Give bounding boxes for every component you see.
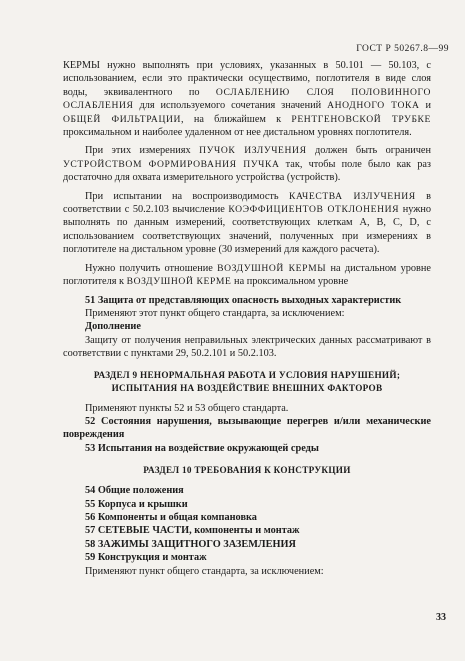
clause-55-heading: 55 Корпуса и крышки — [85, 498, 188, 510]
text-run: При этих измерениях — [85, 145, 200, 157]
text-run: проксимальном и наиболее удаленном от нее дистальном уровнях поглотителя. — [63, 127, 412, 139]
clause-53-heading: 53 Испытания на воздействие окружающей среды — [85, 442, 319, 454]
page-number: 33 — [436, 612, 446, 623]
term-deviation-coefficients: КОЭФФИЦИЕНТОВ ОТКЛОНЕНИЯ — [228, 204, 400, 216]
clause-56-heading: 56 Компоненты и общая компановка — [85, 511, 257, 523]
text-run: , на ближайшем к — [181, 113, 292, 125]
term-anode-current: АНОДНОГО ТОКА — [327, 100, 420, 112]
text-run: для используемого сочетания значений — [133, 100, 328, 112]
section-9-intro: Применяют пункты 52 и 53 общего стандарта. — [85, 402, 289, 414]
clause-51-applies: Применяют этот пункт общего стандарта, за исключением: — [85, 307, 345, 319]
text-run: на дистальном уровне поглотителя к — [63, 262, 431, 288]
section-9-title — [63, 369, 431, 395]
text-run: нужно выполнять по данным измерений, соответствующих клеткам A, B, C, D, с использованием соответствующих значений, полученных при измерениях в поглотителе на дистальном уровне (30 измерений для каждого расчета). — [63, 204, 431, 256]
term-air-kerma: ВОЗДУШНОЙ КЕРМЕ — [126, 276, 232, 288]
text-run: так, чтобы поле было как раз достаточно для охвата измерительного устройства (устройств). — [63, 158, 431, 184]
clause-54-heading: 54 Общие положения — [85, 485, 184, 497]
paragraph-kerma-conditions — [63, 59, 431, 139]
page-body — [63, 59, 431, 578]
term-x-ray-tube: РЕНТГЕНОВСКОЙ ТРУБКЕ — [291, 113, 432, 125]
section-9-title-line2: ИСПЫТАНИЯ НА ВОЗДЕЙСТВИЕ ВНЕШНИХ ФАКТОРОВ — [111, 382, 383, 393]
text-run: на проксимальном уровне — [231, 276, 349, 288]
text-run: При испытании на воспроизводимость — [85, 190, 289, 202]
term-total-filtration: ОБЩЕЙ ФИЛЬТРАЦИИ — [63, 113, 182, 125]
paragraph-beam-limiting — [63, 144, 431, 184]
term-half-value-layer: ОСЛАБЛЕНИЮ СЛОЯ ПОЛОВИННОГО ОСЛАБЛЕНИЯ — [63, 86, 431, 112]
addition-label: Дополнение — [85, 321, 141, 333]
page-header: ГОСТ Р 50267.8—99 — [356, 44, 449, 54]
clause-59-heading: 59 Конструкция и монтаж — [85, 552, 207, 564]
clause-59-applies: Применяют пункт общего стандарта, за исключением: — [85, 565, 324, 577]
clause-57-heading: 57 СЕТЕВЫЕ ЧАСТИ, компоненты и монтаж — [85, 525, 300, 537]
term-radiation-beam: ПУЧОК ИЗЛУЧЕНИЯ — [199, 145, 307, 157]
clause-58-heading: 58 ЗАЖИМЫ ЗАЩИТНОГО ЗАЗЕМЛЕНИЯ — [85, 538, 296, 550]
addition-text: Защиту от получения неправильных электрических данных рассматривают в соответствии с пунктами 29, 50.2.101 и 50.2.103. — [63, 334, 431, 360]
term-radiation-quality: КАЧЕСТВА ИЗЛУЧЕНИЯ — [288, 190, 416, 202]
text-run: в соответствии с 50.2.103 вычисление — [63, 190, 431, 216]
section-10-title: РАЗДЕЛ 10 ТРЕБОВАНИЯ К КОНСТРУКЦИИ — [143, 465, 351, 476]
paragraph-air-kerma-ratio — [63, 262, 431, 289]
term-beam-limiting-device: УСТРОЙСТВОМ ФОРМИРОВАНИЯ ПУЧКА — [63, 158, 280, 170]
text-run: должен быть ограничен — [306, 145, 431, 157]
text-run: Нужно получить отношение — [85, 262, 218, 274]
section-9-title-line1: РАЗДЕЛ 9 НЕНОРМАЛЬНАЯ РАБОТА И УСЛОВИЯ НАРУШЕНИЙ; — [93, 369, 401, 380]
text-run: КЕРМЫ нужно выполнять при условиях, указанных в 50.101 — 50.103, с использованием, если это практически осуществимо, поглотителя в виде слоя воды, эквивалентного по — [63, 60, 431, 98]
paragraph-reproducibility — [63, 190, 431, 257]
clause-52-heading: 52 Состояния нарушения, вызывающие перегрев и/или механические повреждения — [63, 415, 431, 441]
term-air-kerma: ВОЗДУШНОЙ КЕРМЫ — [217, 262, 327, 274]
text-run: и — [419, 100, 431, 112]
clause-51-heading: 51 Защита от представляющих опасность выходных характеристик — [85, 294, 402, 306]
